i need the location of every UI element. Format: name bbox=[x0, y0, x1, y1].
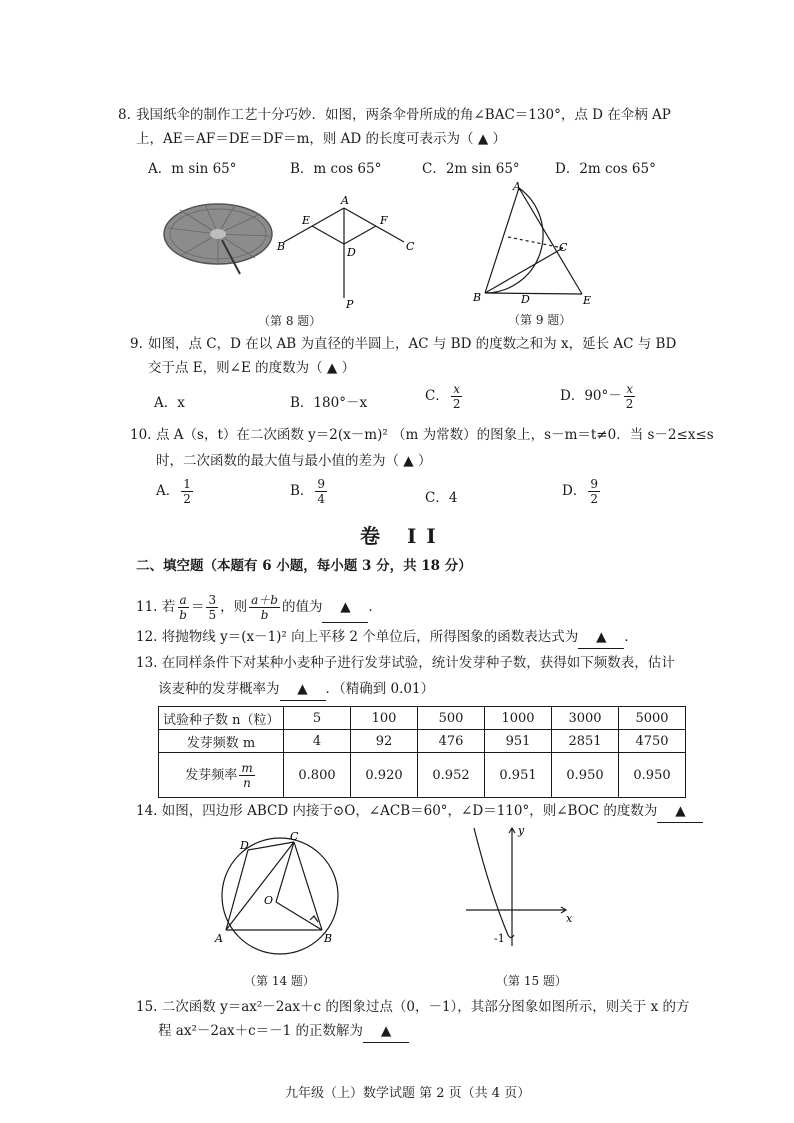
q9-label-d: D bbox=[521, 293, 530, 306]
q9-number: 9. bbox=[130, 336, 143, 352]
q10-option-a bbox=[156, 477, 195, 506]
q9-option-d-num: x bbox=[626, 382, 633, 396]
table-cell: 5 bbox=[284, 707, 351, 730]
table-cell: 1000 bbox=[485, 707, 552, 730]
q15-answer-blank[interactable]: ▲ bbox=[363, 1020, 409, 1043]
table-cell: 0.920 bbox=[351, 753, 418, 798]
q11-f3-num: a＋b bbox=[251, 593, 278, 607]
q9-option-d-label: D．90°－ bbox=[560, 388, 622, 404]
table-row3-num: m bbox=[241, 760, 253, 775]
frequency-table bbox=[158, 706, 686, 798]
q15-line1-wrap bbox=[136, 996, 690, 1018]
q11-answer-blank[interactable]: ▲ bbox=[322, 592, 368, 623]
q13-answer-blank[interactable]: ▲ bbox=[280, 678, 326, 701]
q15-line2 bbox=[158, 1020, 409, 1043]
table-cell: 4 bbox=[284, 730, 351, 753]
q10-option-b bbox=[290, 477, 329, 506]
q12-answer-blank[interactable]: ▲ bbox=[578, 626, 624, 649]
q9-option-c-den: 2 bbox=[452, 397, 461, 411]
q10-option-b-den: 4 bbox=[317, 492, 326, 506]
table-row-head: 试验种子数 n（粒） bbox=[159, 707, 284, 730]
q15-label-y: y bbox=[518, 824, 525, 837]
q14-number: 14. bbox=[136, 803, 158, 819]
table-cell: 0.800 bbox=[284, 753, 351, 798]
q11-number: 11. bbox=[136, 599, 158, 615]
q9-label-b: B bbox=[473, 291, 482, 304]
table-cell: 500 bbox=[418, 707, 485, 730]
q15-caption: （第 15 题） bbox=[496, 974, 567, 988]
q15-label-x: x bbox=[566, 912, 573, 925]
table-cell: 0.952 bbox=[418, 753, 485, 798]
q11-end: ． bbox=[368, 599, 382, 615]
part2-header: 二、填空题（本题有 6 小题，每小题 3 分，共 18 分） bbox=[136, 558, 472, 574]
q10-option-c: C．4 bbox=[425, 490, 458, 506]
q9-option-b: B．180°－x bbox=[290, 395, 368, 411]
q9-option-c-num: x bbox=[453, 382, 461, 396]
q14-answer-blank[interactable]: ▲ bbox=[657, 800, 703, 823]
table-cell: 0.950 bbox=[552, 753, 619, 798]
table-cell: 0.951 bbox=[485, 753, 552, 798]
q9-option-c bbox=[425, 382, 464, 411]
q9-option-a: A．x bbox=[154, 395, 185, 411]
q8-line1: 我国纸伞的制作工艺十分巧妙．如图，两条伞骨所成的角∠BAC＝130°，点 D 在伞柄 AP bbox=[136, 107, 671, 123]
q9-figure bbox=[470, 180, 600, 308]
q8-number: 8. bbox=[118, 107, 131, 123]
table-cell: 951 bbox=[485, 730, 552, 753]
q10-line1: 点 A（s，t）在二次函数 y＝2(x－m)² （m 为常数）的图象上，s－m＝t≠0．当 s－2≤x≤s bbox=[156, 427, 714, 443]
q8-label-a: A bbox=[341, 194, 349, 207]
q12 bbox=[136, 626, 638, 649]
q14-label-d: D bbox=[240, 839, 249, 852]
table-cell: 5000 bbox=[619, 707, 686, 730]
table-cell: 92 bbox=[351, 730, 418, 753]
table-cell: 4750 bbox=[619, 730, 686, 753]
table-row bbox=[159, 753, 686, 798]
q8-option-a: A．m sin 65° bbox=[148, 161, 237, 177]
q8-option-b: B．m cos 65° bbox=[290, 161, 382, 177]
q14-label-a: A bbox=[215, 932, 223, 945]
q9-option-c-label: C． bbox=[425, 388, 449, 404]
q11-f1-num: a bbox=[179, 593, 187, 607]
table-row3-den: n bbox=[243, 775, 251, 790]
q15-figure bbox=[460, 822, 580, 952]
q10-option-d bbox=[562, 477, 602, 506]
table-row3-label: 发芽频率 bbox=[185, 767, 238, 783]
q8-line2: 上，AE＝AF＝DE＝DF＝m，则 AD 的长度可表示为（ ▲ ） bbox=[136, 131, 507, 147]
q11-f1-den: b bbox=[179, 608, 187, 622]
q9-option-d bbox=[560, 382, 637, 411]
table-cell: 2851 bbox=[552, 730, 619, 753]
q15-line2-prefix: 程 ax²－2ax＋c＝－1 的正数解为 bbox=[158, 1023, 364, 1039]
q14-caption: （第 14 题） bbox=[244, 974, 315, 988]
q14-label-o: O bbox=[264, 894, 274, 907]
umbrella-photo bbox=[164, 204, 272, 274]
q8-option-d: D．2m cos 65° bbox=[555, 161, 656, 177]
q10-option-d-label: D． bbox=[562, 483, 587, 499]
q11-f2-num: 3 bbox=[208, 593, 217, 607]
q10-option-d-num: 9 bbox=[590, 477, 598, 491]
table-row-head bbox=[159, 753, 284, 798]
q13-line1: 在同样条件下对某种小麦种子进行发芽试验，统计发芽种子数，获得如下频数表，估计 bbox=[161, 655, 675, 671]
q8-label-e: E bbox=[302, 214, 311, 227]
q9-line1: 如图，点 C，D 在以 AB 为直径的半圆上，AC 与 BD 的度数之和为 x，延长 AC 与 BD bbox=[148, 336, 677, 352]
q8-label-d: D bbox=[347, 246, 356, 259]
q10-option-d-den: 2 bbox=[590, 492, 598, 506]
table-cell: 476 bbox=[418, 730, 485, 753]
q8-label-b: B bbox=[277, 240, 286, 253]
q12-text: 将抛物线 y＝(x－1)² 向上平移 2 个单位后，所得图象的函数表达式为 bbox=[161, 629, 579, 645]
q10-option-a-den: 2 bbox=[183, 492, 191, 506]
table-row-head: 发芽频数 m bbox=[159, 730, 284, 753]
q8-label-f: F bbox=[380, 214, 388, 227]
table-cell: 0.950 bbox=[619, 753, 686, 798]
q10-option-b-label: B． bbox=[290, 483, 314, 499]
q13-line2 bbox=[158, 678, 434, 701]
q13-line2-suffix: ．（精确到 0.01） bbox=[325, 681, 435, 697]
q10-number: 10. bbox=[130, 427, 152, 443]
q10-line2: 时，二次函数的最大值与最小值的差为（ ▲ ） bbox=[156, 453, 432, 469]
q12-end: ． bbox=[624, 629, 638, 645]
q11-suffix: 的值为 bbox=[281, 599, 323, 615]
q13-line1-wrap bbox=[136, 652, 675, 674]
table-cell: 100 bbox=[351, 707, 418, 730]
table-row bbox=[159, 707, 686, 730]
page-footer: 九年级（上）数学试题 第 2 页（共 4 页） bbox=[285, 1086, 531, 1101]
q11-mid: ＝ bbox=[190, 599, 205, 615]
q9-option-d-den: 2 bbox=[625, 397, 634, 411]
section-title: 卷 II bbox=[360, 524, 446, 548]
q11-text2: ，则 bbox=[220, 599, 248, 615]
q12-number: 12. bbox=[136, 629, 158, 645]
q9-line2: 交于点 E，则∠E 的度数为（ ▲ ） bbox=[148, 360, 356, 376]
q13-number: 13. bbox=[136, 655, 158, 671]
q14-label-c: C bbox=[290, 832, 299, 843]
q9-label-c: C bbox=[559, 241, 568, 254]
q9-label-a: A bbox=[513, 180, 521, 193]
table-cell: 3000 bbox=[552, 707, 619, 730]
q8-figure bbox=[160, 188, 420, 318]
q14 bbox=[136, 800, 703, 823]
q8-label-p: P bbox=[346, 298, 354, 311]
q9-label-e: E bbox=[583, 294, 592, 307]
q14-text: 如图，四边形 ABCD 内接于⊙O，∠ACB＝60°，∠D＝110°，则∠BOC 的度数为 bbox=[161, 803, 658, 819]
q9-caption: （第 9 题） bbox=[508, 313, 572, 327]
q15-line1: 二次函数 y＝ax²－2ax＋c 的图象过点（0，－1），其部分图象如图所示，则关于 x 的方 bbox=[161, 999, 690, 1015]
q8-caption: （第 8 题） bbox=[258, 314, 322, 328]
q15-label-minus1: -1 bbox=[494, 932, 505, 945]
q8-label-c: C bbox=[406, 240, 415, 253]
q10-option-a-num: 1 bbox=[183, 477, 191, 491]
q15-number: 15. bbox=[136, 999, 158, 1015]
q11 bbox=[136, 592, 382, 623]
q10-option-b-num: 9 bbox=[317, 477, 326, 491]
q11-f3-den: b bbox=[260, 608, 269, 622]
q11-f2-den: 5 bbox=[208, 608, 217, 622]
q14-figure bbox=[210, 832, 355, 962]
q10-option-a-label: A． bbox=[156, 483, 180, 499]
q11-prefix: 若 bbox=[161, 599, 176, 615]
q13-line2-prefix: 该麦种的发芽概率为 bbox=[158, 681, 280, 697]
q14-label-b: B bbox=[324, 932, 333, 945]
table-row bbox=[159, 730, 686, 753]
q8-option-c: C．2m sin 65° bbox=[422, 161, 520, 177]
